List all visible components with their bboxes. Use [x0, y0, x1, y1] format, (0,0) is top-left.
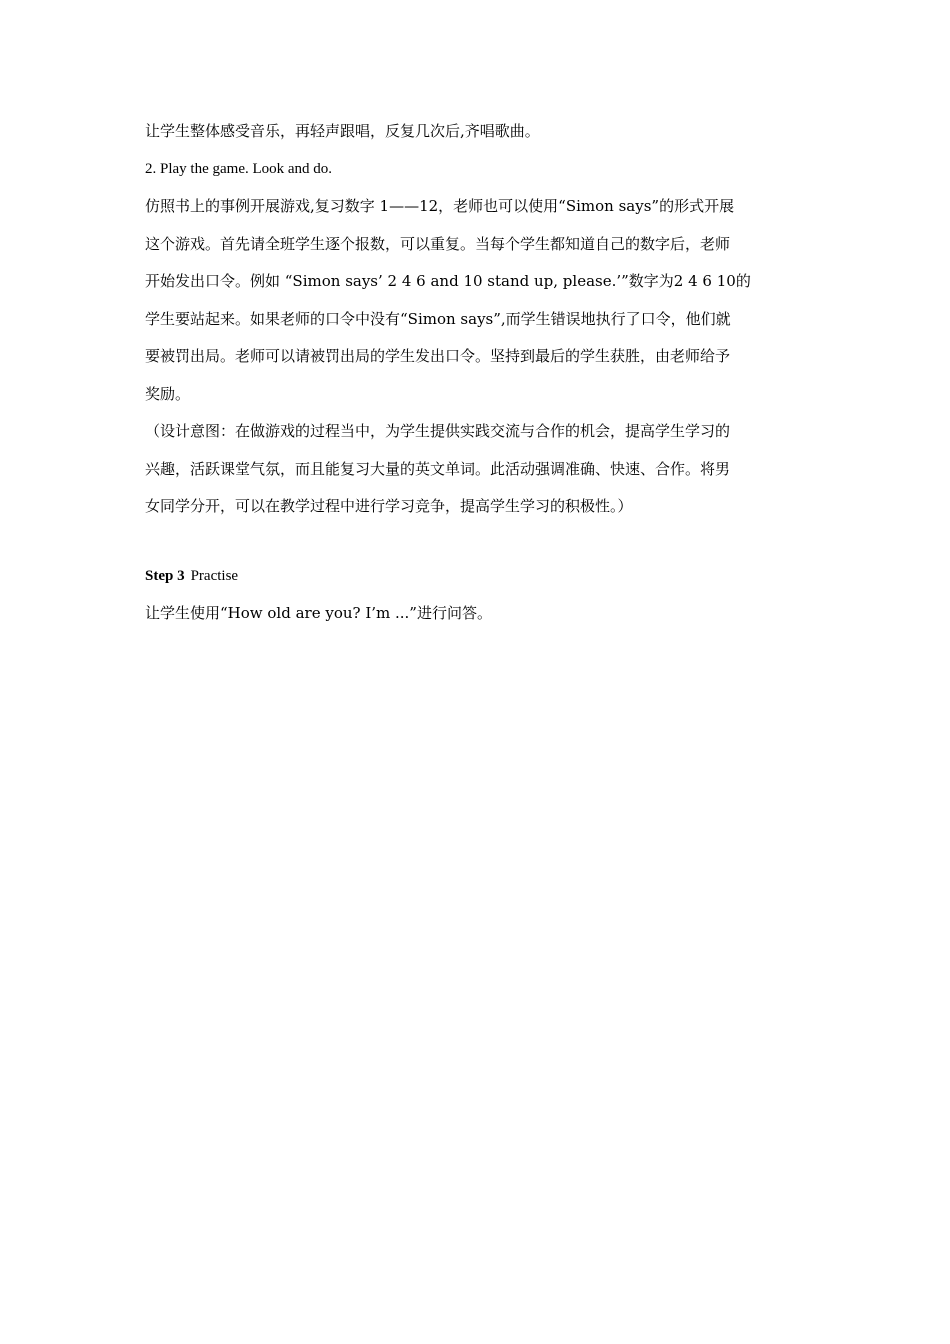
paragraph-line: 这个游戏。首先请全班学生逐个报数，可以重复。当每个学生都知道自己的数字后，老师 — [145, 234, 731, 253]
paragraph-line: 兴趣，活跃课堂气氛，而且能复习大量的英文单词。此活动强调准确、快速、合作。将男 — [145, 459, 731, 478]
paragraph-line: 开始发出口令。例如 “Simon says’ 2 4 6 and 10 stand up, please.’”数字为2 4 6 10的 — [145, 272, 751, 290]
paragraph-sing-song: 让学生整体感受音乐，再轻声跟唱，反复几次后,齐唱歌曲。 — [145, 122, 540, 140]
paragraph-line: 学生要站起来。如果老师的口令中没有“Simon says”,而学生错误地执行了口令，他们就 — [145, 309, 731, 328]
paragraph-design-intent — [145, 413, 807, 526]
paragraph-simon-says — [145, 188, 807, 413]
paragraph-spacer — [145, 526, 807, 558]
step-3-title: Practise — [190, 567, 239, 584]
paragraph-play-game-heading: 2. Play the game. Look and do. — [145, 160, 333, 177]
paragraph-line: 女同学分开，可以在教学过程中进行学习竞争，提高学生学习的积极性。） — [145, 497, 633, 515]
paragraph-line: 奖励。 — [145, 384, 191, 403]
document-body — [145, 113, 807, 633]
step-3-number: Step 3 — [145, 567, 185, 584]
step-3-body: 让学生使用“How old are you? I’m ...”进行问答。 — [145, 604, 492, 622]
paragraph-line: （设计意图：在做游戏的过程当中，为学生提供实践交流与合作的机会，提高学生学习的 — [145, 422, 731, 440]
paragraph-line: 要被罚出局。老师可以请被罚出局的学生发出口令。坚持到最后的学生获胜，由老师给予 — [145, 347, 731, 365]
step-3-heading — [145, 558, 807, 596]
paragraph-line: 仿照书上的事例开展游戏,复习数字 1——12，老师也可以使用“Simon says”的形式开展 — [145, 197, 735, 215]
